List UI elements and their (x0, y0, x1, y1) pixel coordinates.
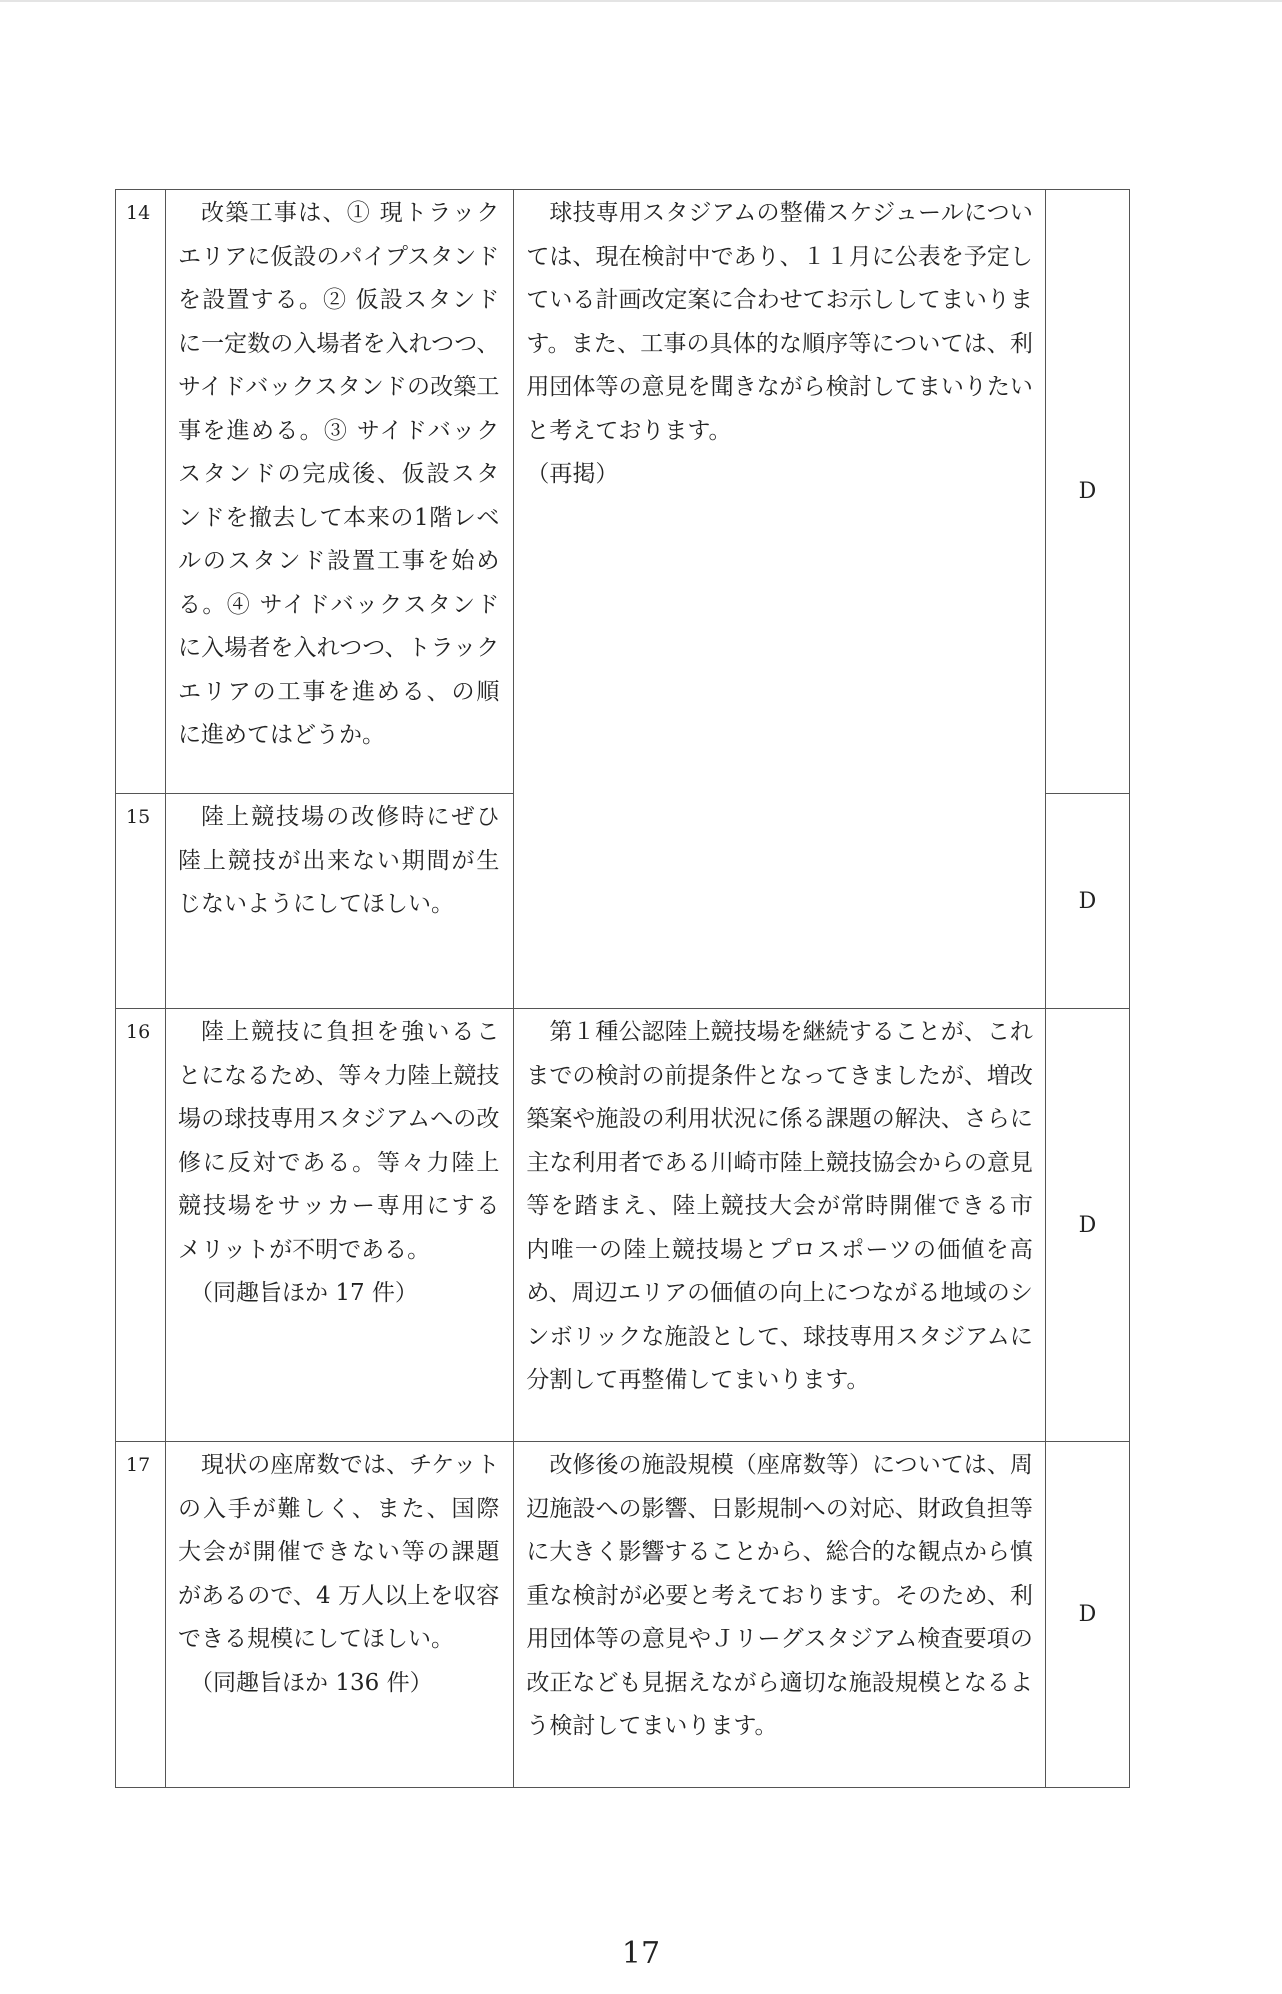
opinion-note: （同趣旨ほか 17 件） (190, 1280, 418, 1306)
row-number: 14 (116, 190, 166, 794)
opinion-cell (166, 1442, 514, 1788)
response-text: 第１種公認陸上競技場を継続することが、これまでの検討の前提条件となってきましたが、増改築案や施設の利用状況に係る課題の解決、さらに主な利用者である川崎市陸上競技協会からの意見等を踏まえ、陸上競技大会が常時開催できる市内唯一の陸上競技場とプロスポーツの価値を高め、周辺エリアの価値の向上につながる地域のシンボリックな施設として、球技専用スタジアムに分割して再整備してまいります。 (526, 1019, 1033, 1393)
response-text: 改修後の施設規模（座席数等）については、周辺施設への影響、日影規制への対応、財政負担等に大きく影響することから、総合的な観点から慎重な検討が必要と考えております。そのため、利用団体等の意見やＪリーグスタジアム検査要項の改正なども見据えながら適切な施設規模となるよう検討してまいります。 (526, 1452, 1033, 1739)
classification-cell: D (1045, 190, 1129, 794)
classification-cell: D (1045, 794, 1129, 1009)
row-number: 17 (116, 1442, 166, 1788)
page-number: 17 (621, 1936, 661, 1971)
opinion-note: （同趣旨ほか 136 件） (190, 1669, 433, 1696)
opinion-cell (166, 794, 514, 1009)
opinion-text: 現状の座席数では、チケットの入手が難しく、また、国際大会が開催できない等の課題があるので、4 万人以上を収容できる規模にしてほしい。 (178, 1452, 500, 1652)
top-rule (0, 0, 1282, 2)
response-cell (514, 1009, 1046, 1442)
response-text: 球技専用スタジアムの整備スケジュールについては、現在検討中であり、１１月に公表を予定している計画改定案に合わせてお示ししてまいります。また、工事の具体的な順序等については、利用団体等の意見を聞きながら検討してまいりたいと考えております。 (526, 200, 1033, 444)
opinion-text: 陸上競技場の改修時にぜひ陸上競技が出来ない期間が生じないようにしてほしい。 (178, 804, 500, 917)
opinion-response-table (115, 189, 1130, 1788)
response-cell (514, 190, 1046, 1009)
response-note: （再掲） (526, 461, 619, 487)
classification-cell: D (1045, 1009, 1129, 1442)
opinion-text: 改築工事は、① 現トラックエリアに仮設のパイプスタンドを設置する。② 仮設スタンドに一定数の入場者を入れつつ、サイドバックスタンドの改築工事を進める。③ サイドバックスタンドの完成後、仮設スタンドを撤去して本来の1階レベルのスタンド設置工事を始める。④ サイドバックスタンドに入場者を入れつつ、トラックエリアの工事を進める、の順に進めてはどうか。 (178, 200, 500, 748)
opinion-text: 陸上競技に負担を強いることになるため、等々力陸上競技場の球技専用スタジアムへの改修に反対である。等々力陸上競技場をサッカー専用にするメリットが不明である。 (178, 1019, 500, 1263)
table-row (116, 1442, 1130, 1788)
table-row (116, 1009, 1130, 1442)
row-number: 15 (116, 794, 166, 1009)
row-number: 16 (116, 1009, 166, 1442)
table-row (116, 190, 1130, 794)
opinion-cell (166, 190, 514, 794)
opinion-cell (166, 1009, 514, 1442)
classification-cell: D (1045, 1442, 1129, 1788)
response-cell (514, 1442, 1046, 1788)
